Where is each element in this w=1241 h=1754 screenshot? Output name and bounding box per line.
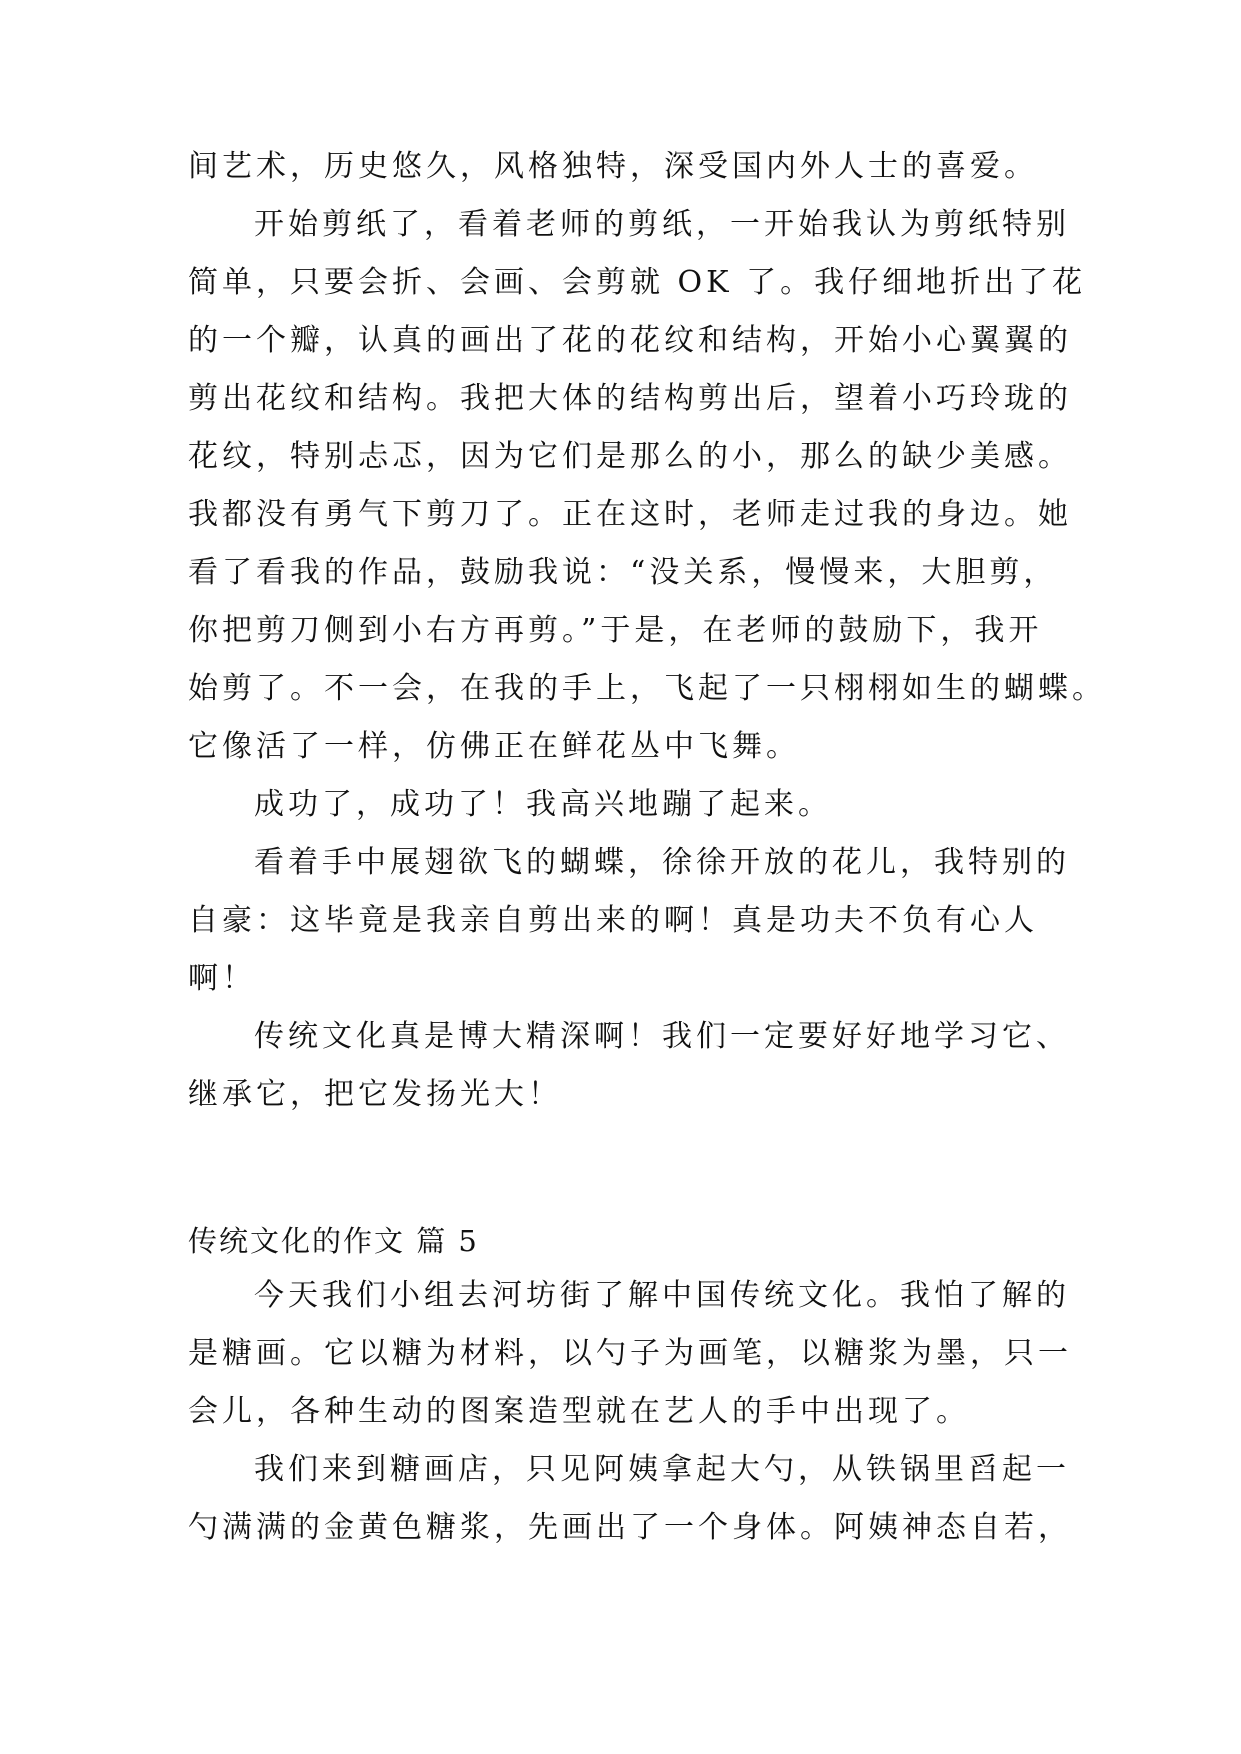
text-line: 看着手中展翅欲飞的蝴蝶，徐徐开放的花儿，我特别的 [254, 845, 1070, 880]
text-line: 间艺术，历史悠久，风格独特，深受国内外人士的喜爱。 [188, 149, 1038, 184]
text-line: 你把剪刀侧到小右方再剪。”于是，在老师的鼓励下，我开 [188, 613, 1043, 648]
text-line: 成功了，成功了！我高兴地蹦了起来。 [254, 787, 832, 822]
section-heading: 传统文化的作文 篇 5 [188, 1224, 479, 1258]
section-1-body [188, 138, 1106, 1124]
text-line: 花纹，特别忐忑，因为它们是那么的小，那么的缺少美感。 [188, 439, 1072, 474]
text-line: 看了看我的作品，鼓励我说：“没关系，慢慢来，大胆剪， [188, 555, 1058, 590]
section-2-body [188, 1267, 1072, 1557]
text-line: 我都没有勇气下剪刀了。正在这时，老师走过我的身边。她 [188, 497, 1072, 532]
text-line: 始剪了。不一会，在我的手上，飞起了一只栩栩如生的蝴蝶。 [188, 671, 1106, 706]
text-line: 简单，只要会折、会画、会剪就 OK 了。我仔细地折出了花 [188, 265, 1087, 300]
text-line: 它像活了一样，仿佛正在鲜花丛中飞舞。 [188, 729, 800, 764]
text-line: 勺满满的金黄色糖浆，先画出了一个身体。阿姨神态自若， [188, 1510, 1072, 1545]
text-line: 会儿，各种生动的图案造型就在艺人的手中出现了。 [188, 1394, 970, 1429]
text-line: 今天我们小组去河坊街了解中国传统文化。我怕了解的 [254, 1278, 1070, 1313]
text-line: 是糖画。它以糖为材料，以勺子为画笔，以糖浆为墨，只一 [188, 1336, 1072, 1371]
text-line: 的一个瓣，认真的画出了花的花纹和结构，开始小心翼翼的 [188, 323, 1072, 358]
text-line: 传统文化真是博大精深啊！我们一定要好好地学习它、 [254, 1019, 1070, 1054]
text-line: 剪出花纹和结构。我把大体的结构剪出后，望着小巧玲珑的 [188, 381, 1072, 416]
text-line: 开始剪纸了，看着老师的剪纸，一开始我认为剪纸特别 [254, 207, 1070, 242]
text-line: 啊！ [188, 961, 256, 996]
text-line: 我们来到糖画店，只见阿姨拿起大勺，从铁锅里舀起一 [254, 1452, 1070, 1487]
text-line: 继承它，把它发扬光大！ [188, 1077, 562, 1112]
text-line: 自豪：这毕竟是我亲自剪出来的啊！真是功夫不负有心人 [188, 903, 1038, 938]
